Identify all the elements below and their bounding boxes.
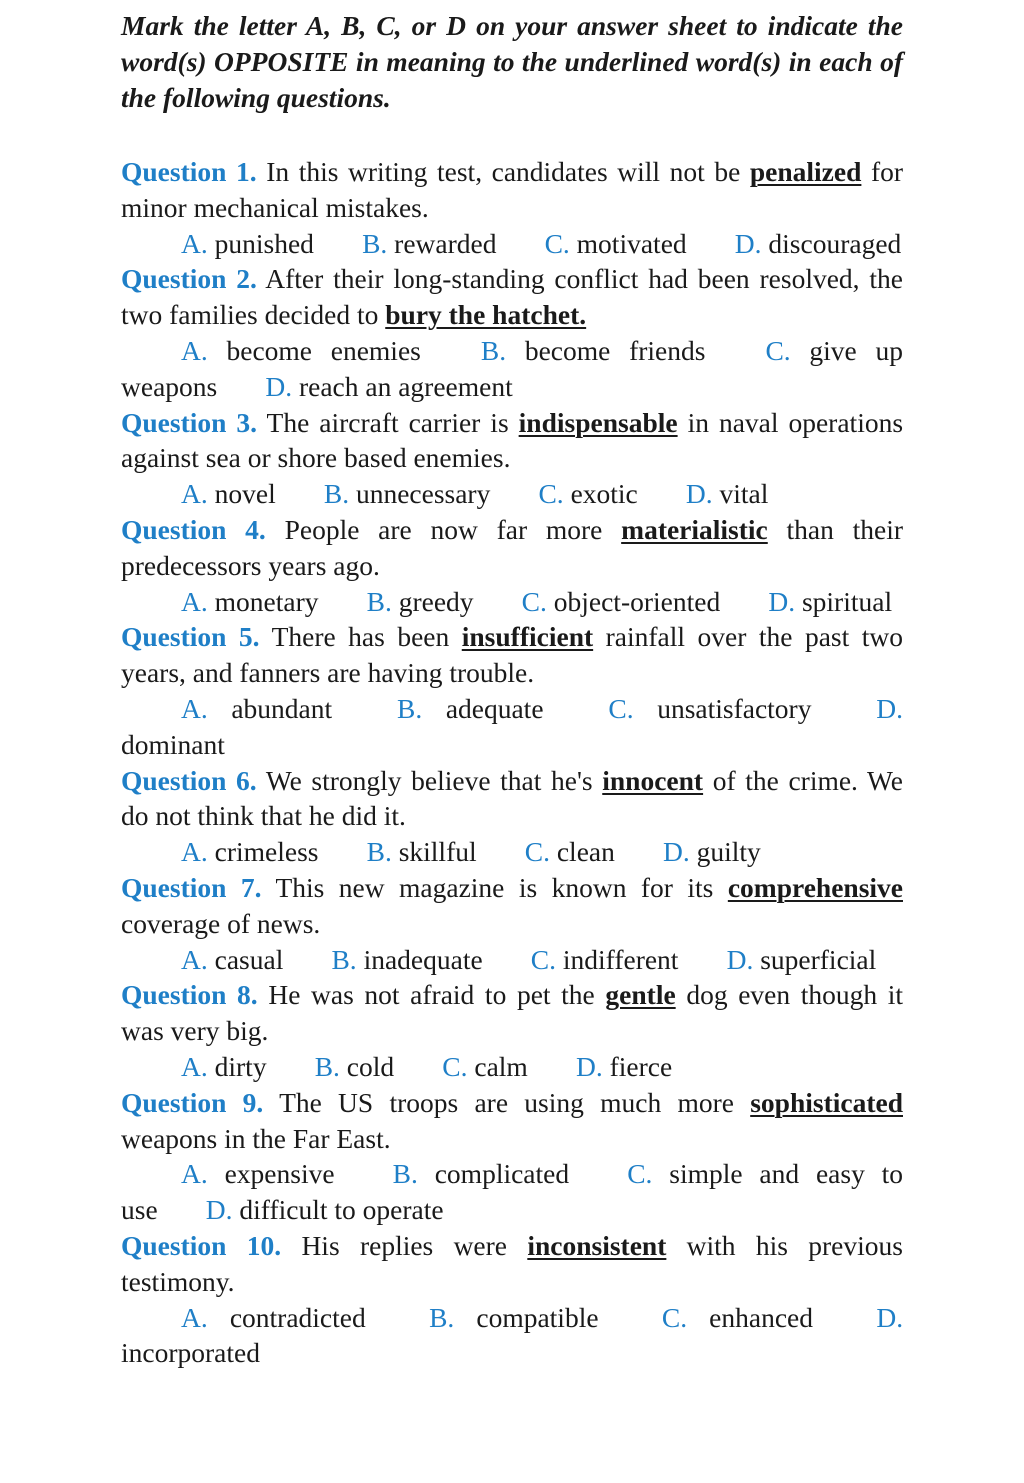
option-text: rewarded [394,227,497,259]
option-letter: A. [181,692,208,724]
option-letter: B. [314,1050,340,1082]
option-text: guilty [696,836,761,868]
option-text: dirty [214,1050,267,1082]
answer-options [121,691,903,763]
answer-option[interactable] [393,1158,569,1189]
answer-option[interactable] [324,478,490,509]
option-letter: C. [661,1301,688,1333]
question-text-after: rainfall over the past two years, and fanners are having trouble. [121,621,904,689]
option-letter: D. [265,370,293,402]
option-text: casual [214,943,284,975]
question-text-after: for minor mechanical mistakes. [121,156,904,223]
option-letter: A. [181,585,208,617]
answer-option[interactable] [181,836,318,867]
underlined-word: inconsistent [527,1229,667,1261]
answer-option[interactable] [331,944,482,975]
option-text: greedy [398,585,474,617]
question-text-after: of the crime. We do not think that he did it. [121,764,904,832]
answer-options [121,476,903,512]
option-text: enhanced [709,1301,813,1333]
option-letter: C. [608,692,634,724]
option-text: unsatisfactory [657,692,812,724]
answer-options [121,333,903,405]
answer-option[interactable] [429,1302,598,1333]
option-letter: B. [397,692,423,724]
question-stem [121,154,903,226]
option-text: adequate [445,692,544,724]
answer-options [121,942,903,978]
option-text: spiritual [801,585,893,617]
option-text: calm [474,1050,528,1082]
option-text: difficult to operate [239,1194,444,1226]
answer-option[interactable] [768,586,892,617]
option-text: reach an agreement [298,370,513,402]
option-letter: B. [331,943,357,975]
answer-option[interactable] [727,944,877,975]
option-letter: D. [768,585,796,617]
option-text: become enemies [226,334,421,366]
option-text: crimeless [214,836,319,868]
option-letter: A. [181,943,208,975]
answer-option[interactable] [662,1302,813,1333]
question-stem [121,619,903,691]
option-text: simple and easy to use [121,1158,904,1226]
question-text-before: He was not afraid to pet the [268,979,595,1011]
answer-option[interactable] [181,228,314,259]
question-stem [121,870,903,942]
question-stem [121,405,903,477]
answer-option[interactable] [367,836,477,867]
option-letter: C. [627,1158,653,1190]
question-text-after: weapons in the Far East. [121,1122,391,1154]
answer-option[interactable] [181,1051,267,1082]
option-text: skillful [398,836,477,868]
answer-option[interactable] [181,944,283,975]
option-letter: D. [876,1301,904,1333]
answer-option[interactable] [181,693,332,724]
answer-options [121,226,903,262]
question-text-before: We strongly believe that he's [265,764,593,796]
option-text: indifferent [562,943,679,975]
option-text: give up weapons [121,334,904,402]
option-text: dominant [121,728,225,760]
option-letter: B. [323,478,350,510]
question-label: Question 2. [121,263,257,295]
question-label: Question 1. [121,156,257,187]
answer-option[interactable] [206,1194,444,1225]
question-text-after: in naval operations against sea or shore based enemies. [121,406,904,474]
option-text: discouraged [768,227,902,259]
answer-option[interactable] [608,693,811,724]
option-text: complicated [434,1158,570,1190]
option-text: become friends [524,334,706,366]
question-label: Question 7. [121,871,262,903]
question-text-after: coverage of news. [121,907,321,939]
worksheet [121,8,903,1371]
answer-option[interactable] [362,228,496,259]
question-stem [121,512,903,584]
question-text-after: than their predecessors years ago. [121,513,904,581]
question-text-before: His replies were [301,1229,507,1261]
question-stem [121,763,903,835]
answer-option[interactable] [181,1302,366,1333]
answer-options [121,1156,903,1228]
question-text-before: This new magazine is known for its [275,871,714,903]
option-letter: C. [524,836,550,868]
question-text-before: People are now far more [284,513,603,545]
option-letter: C. [521,585,547,617]
option-letter: B. [480,334,507,366]
question-text-before: In this writing test, candidates will not be [266,156,741,187]
option-text: abundant [231,692,333,724]
option-letter: B. [366,585,392,617]
option-text: compatible [476,1301,599,1333]
option-letter: A. [181,836,208,868]
option-letter: C. [538,478,564,510]
option-text: fierce [609,1050,673,1082]
option-letter: B. [366,836,392,868]
underlined-word: insufficient [461,621,594,653]
option-letter: B. [392,1158,418,1190]
underlined-word: sophisticated [750,1086,903,1118]
question-stem [121,261,903,333]
answer-option[interactable] [525,836,615,867]
option-letter: C. [544,227,570,259]
answer-option[interactable] [522,586,721,617]
underlined-word: materialistic [621,513,768,545]
option-text: punished [214,227,314,259]
option-text: object-oriented [553,585,721,617]
question-label: Question 6. [121,764,257,796]
option-letter: C. [442,1050,468,1082]
option-letter: D. [205,1194,233,1226]
answer-option[interactable] [686,478,769,509]
instruction-text: Mark the letter A, B, C, or D on your answer sheet to indicate the word(s) OPPOSITE in meaning to the underlined word(s) in each of the following questions. [121,10,903,113]
option-text: expensive [224,1158,335,1190]
option-text: novel [214,478,276,510]
underlined-word: bury the hatchet. [385,299,587,331]
answer-option[interactable] [481,335,706,366]
underlined-word: penalized [749,156,862,187]
answer-option[interactable] [181,478,276,509]
option-letter: A. [181,334,208,366]
question-label: Question 8. [121,979,258,1011]
option-letter: D. [734,227,762,259]
option-text: incorporated [121,1337,260,1369]
answer-option[interactable] [538,478,637,509]
question-label: Question 3. [121,406,258,438]
option-letter: B. [362,227,388,259]
option-text: exotic [570,478,638,510]
option-letter: A. [181,478,208,510]
option-letter: D. [726,943,754,975]
answer-option[interactable] [397,693,544,724]
option-letter: D. [662,836,690,868]
answer-options [121,1300,903,1372]
option-text: monetary [214,585,319,617]
option-letter: C. [765,334,791,366]
underlined-word: indispensable [518,406,678,438]
answer-options [121,834,903,870]
option-text: inadequate [363,943,483,975]
answer-options [121,1049,903,1085]
answer-option[interactable] [367,586,474,617]
option-text: unnecessary [355,478,491,510]
question-stem [121,977,903,1049]
option-letter: A. [181,1301,208,1333]
answer-option[interactable] [181,586,318,617]
question-label: Question 4. [121,513,266,545]
answer-option[interactable] [576,1051,672,1082]
option-text: vital [719,478,769,510]
option-text: superficial [760,943,877,975]
option-letter: D. [575,1050,603,1082]
question-text-before: The US troops are using much more [279,1086,734,1118]
option-text: contradicted [229,1301,366,1333]
option-letter: D. [876,692,904,724]
answer-option[interactable] [181,1158,335,1189]
answer-option[interactable] [315,1051,394,1082]
answer-option[interactable] [545,228,687,259]
question-text-before: The aircraft carrier is [266,406,509,438]
answer-options [121,584,903,620]
option-text: cold [346,1050,395,1082]
underlined-word: gentle [605,979,676,1011]
answer-option[interactable] [442,1051,528,1082]
question-text-before: There has been [271,621,450,653]
underlined-word: innocent [602,764,704,796]
question-text-after: with his previous testimony. [121,1229,903,1297]
option-text: motivated [576,227,687,259]
question-stem [121,1228,903,1300]
underlined-word: comprehensive [727,871,903,903]
answer-option[interactable] [735,228,902,259]
option-text: clean [556,836,615,868]
answer-option[interactable] [181,335,421,366]
option-letter: A. [181,1050,208,1082]
question-text-before: After their long-standing conflict had been resolved, the two families decided to [121,263,903,331]
option-letter: A. [181,1158,208,1190]
answer-option[interactable] [531,944,679,975]
option-letter: C. [530,943,557,975]
answer-option[interactable] [265,371,512,402]
question-stem [121,1085,903,1157]
option-letter: B. [429,1301,455,1333]
option-letter: D. [685,478,713,510]
question-list [121,154,903,1371]
question-label: Question 10. [121,1229,282,1261]
question-label: Question 5. [121,621,260,653]
answer-option[interactable] [663,836,761,867]
option-letter: A. [181,227,208,259]
question-label: Question 9. [121,1086,264,1118]
question-text-after: dog even though it was very big. [121,979,904,1047]
